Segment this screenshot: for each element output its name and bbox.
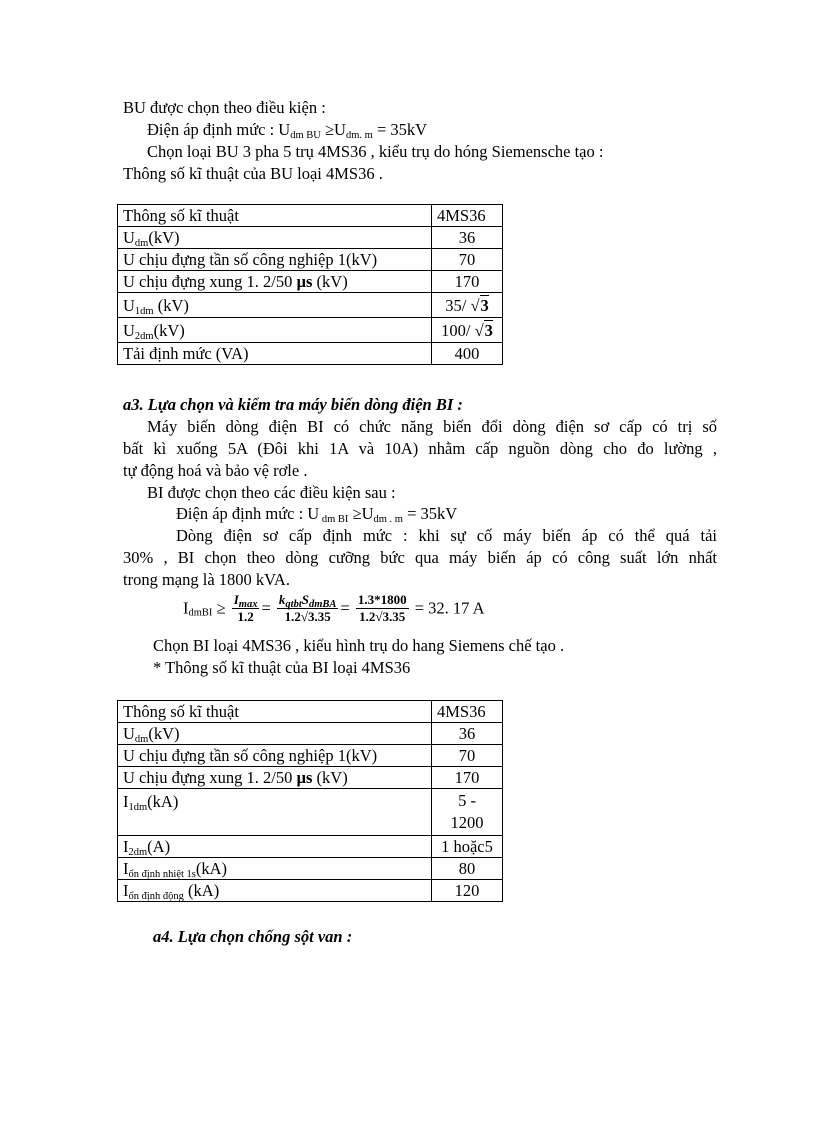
- table-cell-label: U chịu đựng xung 1. 2/50 µs (kV): [118, 767, 432, 789]
- table-row: [118, 227, 503, 249]
- table-cell-label: Tải định mức (VA): [118, 343, 432, 365]
- paragraph-line: Dòng điện sơ cấp định mức : khi sự cố máy biến áp có thể quá tải: [176, 526, 717, 545]
- table-row: [118, 789, 503, 836]
- table-cell-label: $I_{ổn định động}$ (kA): [118, 880, 432, 902]
- table-cell-label: $U_{dm}(kV)$: [118, 227, 432, 249]
- table-cell-value: 170: [432, 767, 503, 789]
- sqrt-symbol: √3: [474, 320, 493, 340]
- table-header-cell: 4MS36: [432, 205, 503, 227]
- sqrt-symbol: √3: [470, 295, 489, 315]
- bi-selection: Chọn BI loại 4MS36 , kiểu hình trụ do hang Siemens chế tạo .: [153, 636, 565, 655]
- table-cell-value: 36: [432, 227, 503, 249]
- paragraph-line: 30% , BI chọn theo dòng cưỡng bức qua máy biến áp có công suất lớn nhất: [123, 548, 717, 567]
- table-cell-label: U chịu đựng tần số công nghiệp 1(kV): [118, 745, 432, 767]
- table-cell-value: 70: [432, 249, 503, 271]
- table-header-row: [118, 701, 503, 723]
- table-row: [118, 836, 503, 858]
- table-header-cell: 4MS36: [432, 701, 503, 723]
- table-header-row: [118, 205, 503, 227]
- bu-spec-table: [117, 204, 503, 365]
- bi-spec-caption: * Thông số kĩ thuật của BI loại 4MS36: [153, 658, 411, 677]
- table-row: [118, 343, 503, 365]
- paragraph-line: tự động hoá và bảo vệ rơle .: [123, 461, 308, 480]
- section-heading-a3: a3. Lựa chọn và kiểm tra máy biến dòng điện BI :: [123, 395, 463, 414]
- paragraph-line: BI được chọn theo các điều kiện sau :: [147, 483, 396, 502]
- bu-voltage-condition: Điện áp định mức : $U_{dm BU} \ge U_{dm. m} = 35kV$: [147, 120, 428, 141]
- table-row: [118, 318, 503, 343]
- table-cell-value: 400: [432, 343, 503, 365]
- table-row: [118, 880, 503, 902]
- table-cell-value: 120: [432, 880, 503, 902]
- bu-spec-caption: Thông số kĩ thuật của BU loại 4MS36 .: [123, 164, 383, 183]
- table-cell-label: U chịu đựng tần số công nghiệp 1(kV): [118, 249, 432, 271]
- bi-spec-table: [117, 700, 503, 902]
- table-cell-value: 100/ √3: [432, 318, 503, 343]
- table-row: [118, 723, 503, 745]
- table-cell-value: 70: [432, 745, 503, 767]
- fraction-numeric: $\frac{1.3*1800}{1.2√3.35}$: [357, 592, 407, 624]
- section-heading-a4: a4. Lựa chọn chống sột van :: [153, 927, 353, 946]
- fraction-kqt: $\frac{k_{qtbt}S_{dmBA}}{1.2√3.35}$: [278, 592, 337, 624]
- table-row: [118, 271, 503, 293]
- paragraph-line: bất kì xuống 5A (Đôi khi 1A và 10A) nhằm cấp nguồn dòng cho đo lường ,: [123, 439, 717, 458]
- table-cell-value: 1 hoặc5: [432, 836, 503, 858]
- table-header-cell: Thông số kĩ thuật: [118, 205, 432, 227]
- current-equation: $I_{dmBI}$ ≥ $\frac{I_{max}}{1.2}$ = $\frac{k_{qtbt}S_{dmBA}}{1.2√3.35}$ = $\frac{1.3*1800}{1.2√3.35}$ = 32. 17 A: [183, 592, 485, 624]
- table-row: [118, 249, 503, 271]
- table-row: [118, 858, 503, 880]
- table-cell-label: $I_{ổn định nhiệt 1s}(kA)$: [118, 858, 432, 880]
- table-row: [118, 767, 503, 789]
- table-cell-value: 36: [432, 723, 503, 745]
- table-cell-label: U chịu đựng xung 1. 2/50 µs (kV): [118, 271, 432, 293]
- bi-voltage-condition: Điện áp định mức : U $_{dm BI} \ge U_{dm . m} = 35kV$: [176, 504, 458, 525]
- table-row: [118, 745, 503, 767]
- paragraph-line: Máy biến dòng điện BI có chức năng biến đổi dòng điện sơ cấp có trị số: [147, 417, 717, 436]
- bu-intro: BU được chọn theo điều kiện :: [123, 98, 326, 117]
- table-cell-label: $U_{1dm}$ (kV): [118, 293, 432, 318]
- table-cell-value: 5 - 1200: [432, 789, 503, 836]
- table-cell-label: $U_{2dm}(kV)$: [118, 318, 432, 343]
- table-cell-value: 170: [432, 271, 503, 293]
- table-cell-value: 35/ √3: [432, 293, 503, 318]
- table-cell-label: $I_{1dm}(kA)$: [118, 789, 432, 836]
- table-cell-label: $U_{dm}(kV)$: [118, 723, 432, 745]
- table-header-cell: Thông số kĩ thuật: [118, 701, 432, 723]
- table-cell-value: 80: [432, 858, 503, 880]
- paragraph-line: trong mạng là 1800 kVA.: [123, 570, 290, 589]
- fraction-imax: $\frac{I_{max}}{1.2}$: [233, 592, 258, 624]
- bu-selection: Chọn loại BU 3 pha 5 trụ 4MS36 , kiểu trụ do hóng Siemensche tạo :: [147, 142, 604, 161]
- table-row: [118, 293, 503, 318]
- table-cell-label: $I_{2dm}(A)$: [118, 836, 432, 858]
